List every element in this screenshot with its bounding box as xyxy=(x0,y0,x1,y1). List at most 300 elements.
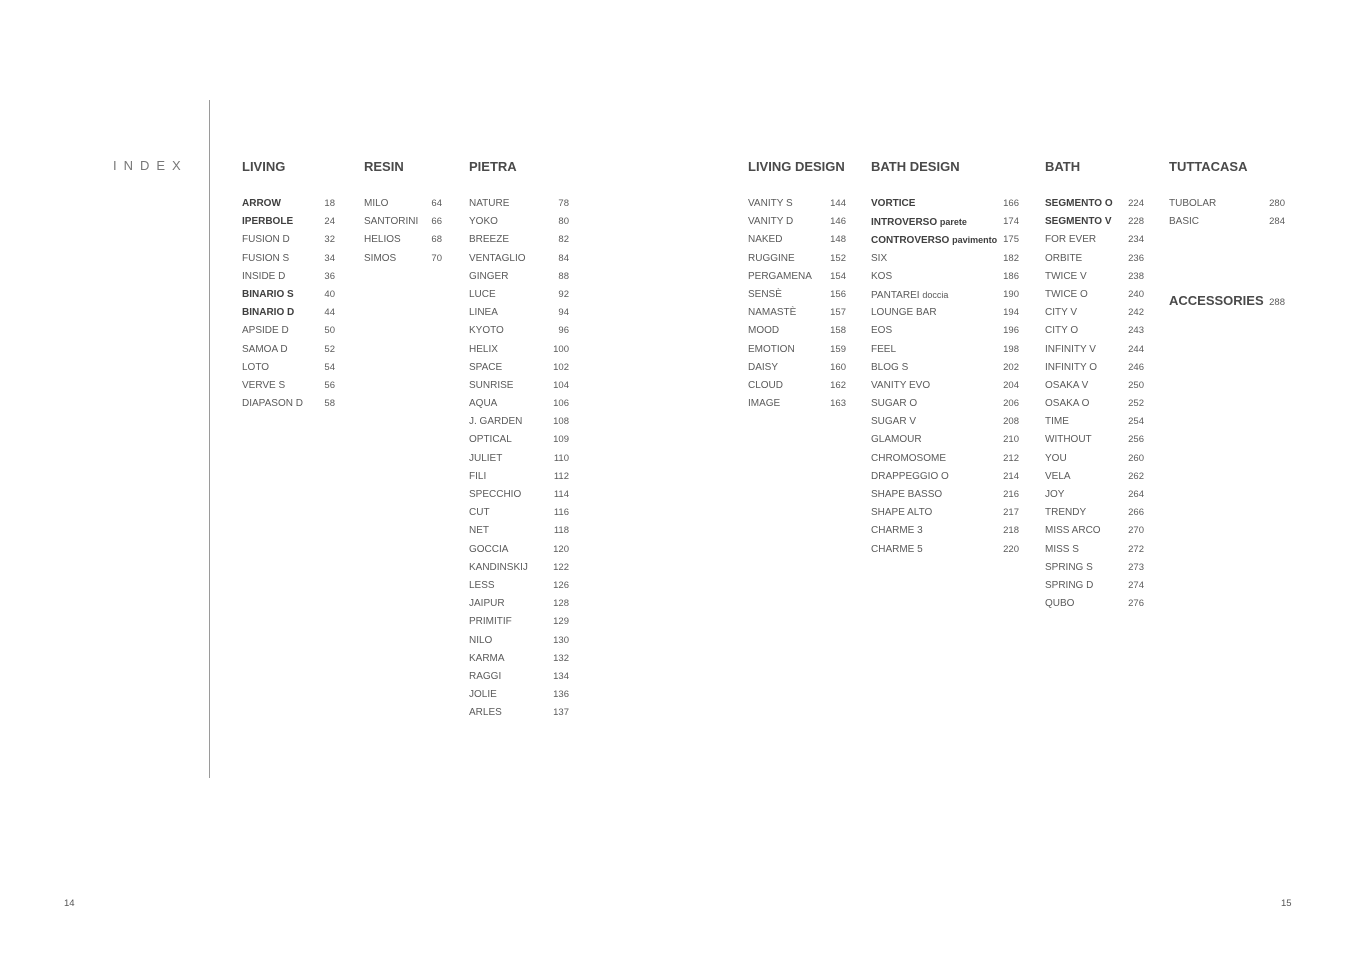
entry-name: JULIET xyxy=(469,452,503,464)
entry-name: APSIDE D xyxy=(242,325,289,337)
index-entry xyxy=(469,195,569,213)
entry-list xyxy=(242,195,335,413)
entry-name: BINARIO S xyxy=(242,288,294,300)
entry-name: J. GARDEN xyxy=(469,416,523,428)
entry-page: 246 xyxy=(1128,361,1144,373)
entry-page: 158 xyxy=(830,325,846,337)
entry-list xyxy=(1045,195,1144,613)
entry-page: 186 xyxy=(1003,270,1019,282)
index-entry xyxy=(871,450,1019,468)
entry-name: CUT xyxy=(469,507,490,519)
index-entry xyxy=(469,632,569,650)
column-bath-design xyxy=(871,158,1019,559)
entry-page: 160 xyxy=(830,361,846,373)
entry-name: LINEA xyxy=(469,307,498,319)
entry-name: OPTICAL xyxy=(469,434,512,446)
entry-page: 144 xyxy=(830,198,846,209)
entry-page: 154 xyxy=(830,270,846,282)
entry-page: 216 xyxy=(1003,489,1019,500)
index-entry xyxy=(1045,559,1144,577)
column-heading: BATH DESIGN xyxy=(871,159,960,174)
entry-name: VENTAGLIO xyxy=(469,252,526,264)
entry-name: VANITY S xyxy=(748,198,793,209)
index-entry xyxy=(242,395,335,413)
index-entry xyxy=(1045,504,1144,522)
entry-page: 36 xyxy=(324,270,335,282)
index-entry xyxy=(1045,450,1144,468)
entry-name: TRENDY xyxy=(1045,507,1087,519)
entry-page: 236 xyxy=(1128,252,1144,264)
index-entry xyxy=(469,359,569,377)
entry-page: 66 xyxy=(431,216,442,228)
entry-name: GOCCIA xyxy=(469,543,509,555)
entry-page: 284 xyxy=(1269,216,1285,228)
index-entry xyxy=(871,522,1019,540)
entry-page: 94 xyxy=(558,307,569,319)
entry-page: 40 xyxy=(324,288,335,300)
entry-page: 64 xyxy=(431,198,442,209)
entry-name: SEGMENTO O xyxy=(1045,198,1113,209)
entry-page: 244 xyxy=(1128,343,1144,355)
column-bath xyxy=(1045,158,1144,613)
entry-name: ARLES xyxy=(469,707,502,719)
index-entry xyxy=(748,268,846,286)
entry-list xyxy=(469,195,569,722)
column-pietra xyxy=(469,158,569,722)
entry-name: RAGGI xyxy=(469,670,502,682)
index-entry xyxy=(871,359,1019,377)
entry-page: 214 xyxy=(1003,470,1019,482)
index-entry xyxy=(1045,541,1144,559)
entry-name: SIX xyxy=(871,252,888,264)
entry-name: BLOG S xyxy=(871,361,909,373)
column-living-design xyxy=(748,158,846,413)
column-heading: PIETRA xyxy=(469,159,517,174)
index-entry xyxy=(469,686,569,704)
entry-page: 104 xyxy=(553,379,569,391)
entry-page: 224 xyxy=(1128,198,1144,209)
entry-name: WITHOUT xyxy=(1045,434,1092,446)
entry-name: INSIDE D xyxy=(242,270,286,282)
index-entry xyxy=(871,322,1019,340)
entry-name: JOY xyxy=(1045,489,1065,500)
entry-name: LOUNGE BAR xyxy=(871,307,937,319)
entry-page: 129 xyxy=(553,616,569,628)
entry-page: 218 xyxy=(1003,525,1019,537)
index-entry xyxy=(1045,522,1144,540)
entry-name: SUGAR O xyxy=(871,398,918,410)
entry-page: 136 xyxy=(553,689,569,701)
index-entry xyxy=(242,304,335,322)
entry-page: 80 xyxy=(558,216,569,228)
entry-name: SAMOA D xyxy=(242,343,288,355)
index-entry xyxy=(1045,213,1144,231)
entry-page: 132 xyxy=(553,652,569,664)
entry-page: 242 xyxy=(1128,307,1144,319)
entry-name: SPACE xyxy=(469,361,503,373)
entry-page: 228 xyxy=(1128,216,1144,228)
index-entry xyxy=(748,377,846,395)
index-entry xyxy=(242,213,335,231)
entry-name: QUBO xyxy=(1045,598,1075,610)
entry-name: ARROW xyxy=(242,198,281,209)
entry-name: TWICE V xyxy=(1045,270,1087,282)
column-resin xyxy=(364,158,442,268)
index-entry xyxy=(242,377,335,395)
entry-name: CHROMOSOME xyxy=(871,452,946,464)
entry-page: 252 xyxy=(1128,398,1144,410)
entry-page: 254 xyxy=(1128,416,1144,428)
entry-page: 162 xyxy=(830,379,846,391)
entry-page: 175 xyxy=(1003,234,1019,246)
index-entry xyxy=(871,213,1019,231)
index-entry xyxy=(242,322,335,340)
entry-name: FUSION D xyxy=(242,234,290,246)
entry-page: 44 xyxy=(324,307,335,319)
index-entry xyxy=(1045,286,1144,304)
index-entry xyxy=(871,286,1019,304)
entry-name: TUBOLAR xyxy=(1169,198,1217,209)
index-entry xyxy=(469,486,569,504)
index-entry xyxy=(469,304,569,322)
entry-page: 92 xyxy=(558,288,569,300)
entry-name: DIAPASON D xyxy=(242,398,303,410)
index-entry xyxy=(469,650,569,668)
column-heading: RESIN xyxy=(364,159,404,174)
entry-name: NATURE xyxy=(469,198,510,209)
entry-name: FOR EVER xyxy=(1045,234,1097,246)
index-entry xyxy=(469,413,569,431)
entry-name: SPECCHIO xyxy=(469,489,522,500)
entry-name: GLAMOUR xyxy=(871,434,922,446)
column-heading: LIVING DESIGN xyxy=(748,159,845,174)
index-entry xyxy=(871,304,1019,322)
entry-page: 110 xyxy=(553,452,569,464)
entry-name: DAISY xyxy=(748,361,779,373)
entry-name: RUGGINE xyxy=(748,252,795,264)
column-heading: BATH xyxy=(1045,159,1081,174)
index-entry xyxy=(1045,304,1144,322)
entry-name: SHAPE ALTO xyxy=(871,507,933,519)
entry-name: NAMASTÈ xyxy=(748,307,797,319)
entry-page: 217 xyxy=(1003,507,1019,519)
entry-name: MILO xyxy=(364,198,389,209)
entry-name: TIME xyxy=(1045,416,1069,428)
entry-name: NILO xyxy=(469,634,493,646)
entry-page: 264 xyxy=(1128,489,1144,500)
vertical-divider xyxy=(209,100,210,778)
entry-page: 202 xyxy=(1003,361,1019,373)
index-entry xyxy=(1045,322,1144,340)
index-entry xyxy=(1045,341,1144,359)
entry-page: 190 xyxy=(1003,288,1019,300)
index-entry xyxy=(748,341,846,359)
index-entry xyxy=(364,195,442,213)
entry-page: 208 xyxy=(1003,416,1019,428)
entry-page: 112 xyxy=(553,470,569,482)
entry-name: INFINITY V xyxy=(1045,343,1096,355)
entry-name: CITY O xyxy=(1045,325,1079,337)
entry-page: 156 xyxy=(830,288,846,300)
entry-page: 157 xyxy=(830,307,846,319)
entry-page: 114 xyxy=(553,489,569,500)
entry-page: 220 xyxy=(1003,543,1019,555)
entry-page: 130 xyxy=(553,634,569,646)
entry-name: VANITY EVO xyxy=(871,379,931,391)
entry-name: CONTROVERSO xyxy=(871,235,950,247)
entry-page: 212 xyxy=(1003,452,1019,464)
entry-page: 250 xyxy=(1128,379,1144,391)
index-entry xyxy=(469,577,569,595)
index-entry xyxy=(469,286,569,304)
entry-page: 84 xyxy=(558,252,569,264)
entry-page: 78 xyxy=(558,198,569,209)
entry-page: 270 xyxy=(1128,525,1144,537)
entry-name: OSAKA O xyxy=(1045,398,1090,410)
entry-page: 134 xyxy=(553,670,569,682)
index-entry xyxy=(1045,395,1144,413)
entry-page: 116 xyxy=(553,507,569,519)
page-number-left: 14 xyxy=(64,898,75,909)
index-entry xyxy=(242,231,335,249)
entry-page: 234 xyxy=(1128,234,1144,246)
index-entry xyxy=(748,213,846,231)
entry-name: SPRING D xyxy=(1045,579,1094,591)
index-entry xyxy=(469,541,569,559)
index-entry xyxy=(748,304,846,322)
entry-name: DRAPPEGGIO O xyxy=(871,470,949,482)
entry-page: 128 xyxy=(553,598,569,610)
entry-page: 32 xyxy=(324,234,335,246)
entry-page: 82 xyxy=(558,234,569,246)
entry-name: VORTICE xyxy=(871,198,916,209)
index-title: INDEX xyxy=(113,158,188,173)
index-entry xyxy=(469,250,569,268)
index-entry xyxy=(469,395,569,413)
entry-name: BREEZE xyxy=(469,234,510,246)
entry-page: 194 xyxy=(1003,307,1019,319)
entry-name: HELIX xyxy=(469,343,498,355)
column-heading: TUTTACASA xyxy=(1169,159,1248,174)
entry-name: VANITY D xyxy=(748,216,794,228)
entry-page: 109 xyxy=(553,434,569,446)
index-entry xyxy=(1045,577,1144,595)
entry-name: ORBITE xyxy=(1045,252,1083,264)
entry-page: 266 xyxy=(1128,507,1144,519)
index-entry xyxy=(1045,413,1144,431)
entry-page: 34 xyxy=(324,252,335,264)
index-entry xyxy=(469,504,569,522)
entry-name: AQUA xyxy=(469,398,498,410)
entry-page: 182 xyxy=(1003,252,1019,264)
column-tuttacasa xyxy=(1169,158,1285,231)
entry-page: 56 xyxy=(324,379,335,391)
entry-name: FILI xyxy=(469,470,487,482)
entry-suffix: doccia xyxy=(922,289,949,300)
entry-name: IPERBOLE xyxy=(242,216,294,228)
entry-name: LUCE xyxy=(469,288,496,300)
index-entry xyxy=(469,377,569,395)
entry-page: 166 xyxy=(1003,198,1019,209)
entry-name: INTROVERSO xyxy=(871,217,938,229)
index-entry xyxy=(469,322,569,340)
index-entry xyxy=(242,341,335,359)
index-entry xyxy=(871,413,1019,431)
index-entry xyxy=(242,286,335,304)
entry-page: 108 xyxy=(553,416,569,428)
entry-page: 196 xyxy=(1003,325,1019,337)
index-entry xyxy=(469,704,569,722)
entry-name: CHARME 5 xyxy=(871,543,923,555)
entry-name: JAIPUR xyxy=(469,598,505,610)
entry-page: 50 xyxy=(324,325,335,337)
index-entry xyxy=(748,195,846,213)
entry-page: 273 xyxy=(1128,561,1144,573)
entry-page: 118 xyxy=(553,525,569,537)
entry-page: 210 xyxy=(1003,434,1019,446)
entry-name: FUSION S xyxy=(242,252,290,264)
entry-page: 70 xyxy=(431,252,442,264)
entry-page: 68 xyxy=(431,234,442,246)
index-entry xyxy=(242,250,335,268)
entry-name: LOTO xyxy=(242,361,270,373)
column-living xyxy=(242,158,335,413)
entry-name: INFINITY O xyxy=(1045,361,1098,373)
entry-page: 243 xyxy=(1128,325,1144,337)
entry-name: KANDINSKIJ xyxy=(469,561,528,573)
entry-name: HELIOS xyxy=(364,234,401,246)
index-entry xyxy=(871,250,1019,268)
entry-page: 256 xyxy=(1128,434,1144,446)
entry-page: 52 xyxy=(324,343,335,355)
accessories-page: 288 xyxy=(1269,297,1285,308)
entry-name: PANTAREI xyxy=(871,289,920,301)
entry-name: KYOTO xyxy=(469,325,504,337)
entry-name: SHAPE BASSO xyxy=(871,489,943,500)
index-entry xyxy=(748,250,846,268)
index-entry xyxy=(871,268,1019,286)
entry-name: SPRING S xyxy=(1045,561,1093,573)
index-entry xyxy=(469,595,569,613)
entry-name: YOU xyxy=(1045,452,1067,464)
entry-list xyxy=(748,195,846,413)
index-entry xyxy=(469,431,569,449)
entry-page: 106 xyxy=(553,398,569,410)
index-entry xyxy=(748,359,846,377)
entry-page: 276 xyxy=(1128,598,1144,610)
entry-name: BINARIO D xyxy=(242,307,295,319)
entry-name: SENSÈ xyxy=(748,288,782,300)
index-entry xyxy=(1045,431,1144,449)
entry-name: SIMOS xyxy=(364,252,397,264)
entry-page: 122 xyxy=(553,561,569,573)
accessories-entry xyxy=(1169,292,1285,310)
entry-name: EOS xyxy=(871,325,893,337)
entry-name: MOOD xyxy=(748,325,780,337)
entry-name: SANTORINI xyxy=(364,216,419,228)
index-entry xyxy=(871,541,1019,559)
entry-name: VELA xyxy=(1045,470,1071,482)
entry-name: CHARME 3 xyxy=(871,525,923,537)
entry-page: 238 xyxy=(1128,270,1144,282)
index-entry xyxy=(1045,595,1144,613)
index-entry xyxy=(469,613,569,631)
index-entry xyxy=(469,268,569,286)
entry-page: 54 xyxy=(324,361,335,373)
index-entry xyxy=(871,231,1019,249)
entry-name: VERVE S xyxy=(242,379,286,391)
entry-suffix: pavimento xyxy=(952,235,998,246)
entry-page: 100 xyxy=(553,343,569,355)
index-entry xyxy=(871,341,1019,359)
entry-page: 88 xyxy=(558,270,569,282)
index-entry xyxy=(1045,268,1144,286)
index-entry xyxy=(1045,468,1144,486)
entry-page: 204 xyxy=(1003,379,1019,391)
entry-page: 146 xyxy=(830,216,846,228)
entry-name: JOLIE xyxy=(469,689,497,701)
entry-name: KOS xyxy=(871,270,893,282)
entry-page: 198 xyxy=(1003,343,1019,355)
index-entry xyxy=(1045,377,1144,395)
index-entry xyxy=(871,195,1019,213)
column-heading: LIVING xyxy=(242,159,286,174)
entry-list xyxy=(364,195,442,268)
entry-name: KARMA xyxy=(469,652,505,664)
index-entry xyxy=(469,213,569,231)
entry-page: 272 xyxy=(1128,543,1144,555)
index-entry xyxy=(1045,486,1144,504)
accessories-heading: ACCESSORIES xyxy=(1169,293,1264,308)
index-entry xyxy=(364,250,442,268)
entry-name: SUGAR V xyxy=(871,416,917,428)
index-entry xyxy=(1045,195,1144,213)
entry-name: TWICE O xyxy=(1045,288,1088,300)
entry-page: 206 xyxy=(1003,398,1019,410)
entry-page: 96 xyxy=(558,325,569,337)
entry-page: 174 xyxy=(1003,216,1019,228)
index-entry xyxy=(1045,359,1144,377)
index-entry xyxy=(242,359,335,377)
entry-page: 262 xyxy=(1128,470,1144,482)
index-entry xyxy=(871,431,1019,449)
entry-page: 137 xyxy=(553,707,569,719)
entry-name: NET xyxy=(469,525,489,537)
index-entry xyxy=(748,395,846,413)
index-entry xyxy=(748,322,846,340)
entry-name: CLOUD xyxy=(748,379,784,391)
entry-name: OSAKA V xyxy=(1045,379,1089,391)
index-entry xyxy=(871,395,1019,413)
entry-page: 240 xyxy=(1128,288,1144,300)
index-entry xyxy=(748,231,846,249)
entry-page: 102 xyxy=(553,361,569,373)
index-entry xyxy=(1169,195,1285,213)
entry-page: 58 xyxy=(324,398,335,410)
index-entry xyxy=(469,522,569,540)
index-entry xyxy=(364,231,442,249)
index-entry xyxy=(871,504,1019,522)
entry-name: SUNRISE xyxy=(469,379,514,391)
page-number-right: 15 xyxy=(1281,898,1292,909)
entry-suffix: parete xyxy=(939,217,967,228)
entry-page: 18 xyxy=(324,198,335,209)
index-entry xyxy=(1169,213,1285,231)
entry-name: PERGAMENA xyxy=(748,270,812,282)
index-entry xyxy=(469,559,569,577)
index-entry xyxy=(469,231,569,249)
entry-name: EMOTION xyxy=(748,343,795,355)
